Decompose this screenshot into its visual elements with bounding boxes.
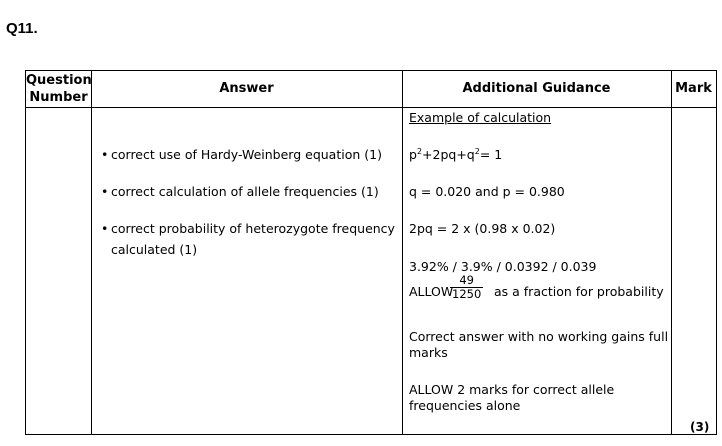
allow-two-marks-note: ALLOW 2 marks for correct allele frequencies alone bbox=[409, 382, 615, 413]
column-divider bbox=[671, 71, 672, 434]
example-heading: Example of calculation bbox=[409, 110, 552, 125]
allow-suffix: as a fraction for probability bbox=[494, 284, 664, 299]
header-divider bbox=[26, 107, 716, 108]
probability-fraction bbox=[450, 274, 483, 301]
question-label: Q11. bbox=[6, 20, 38, 37]
column-divider bbox=[91, 71, 92, 434]
answer-point-continuation: calculated (1) bbox=[111, 242, 198, 257]
header-question-number: Question Number bbox=[26, 73, 92, 105]
no-working-note: Correct answer with no working gains full marks bbox=[409, 329, 669, 360]
header-mark: Mark bbox=[675, 81, 712, 96]
allele-frequencies: q = 0.020 and p = 0.980 bbox=[409, 184, 565, 199]
column-divider bbox=[402, 71, 403, 434]
heterozygote-calculation: 2pq = 2 x (0.98 x 0.02) bbox=[409, 221, 556, 236]
mark-scheme-table: Question Number Answer Additional Guidance Mark • correct use of Hardy-Weinberg equation (1) • correct calculation of allele frequencies (1) • correct probability of heterozygote frequency calculated (1) Example of calculation $p^2+2pq+q^2= 1$ q = 0.020 and p = 0.980 2pq = 2 x (0.98 x 0.02) 3.92% / 3.9% / 0.0392 / 0.039 ALLOW $\frac{49}{1250}$ as a fraction for probability Correct answer with no working gains full marks ALLOW 2 marks for correct allele frequencies alone (3) bbox=[25, 70, 717, 435]
fraction-denominator: 1250 bbox=[452, 287, 482, 301]
accepted-answers: 3.92% / 3.9% / 0.0392 / 0.039 bbox=[409, 259, 597, 274]
fraction-numerator: 49 bbox=[450, 274, 483, 288]
allow-prefix: ALLOW bbox=[409, 284, 454, 299]
header-answer: Answer bbox=[219, 81, 274, 96]
mark-value: (3) bbox=[690, 420, 710, 434]
header-additional-guidance: Additional Guidance bbox=[462, 81, 611, 96]
hardy-weinberg-equation: $p^2+2pq+q^2= 1$ bbox=[409, 147, 503, 162]
